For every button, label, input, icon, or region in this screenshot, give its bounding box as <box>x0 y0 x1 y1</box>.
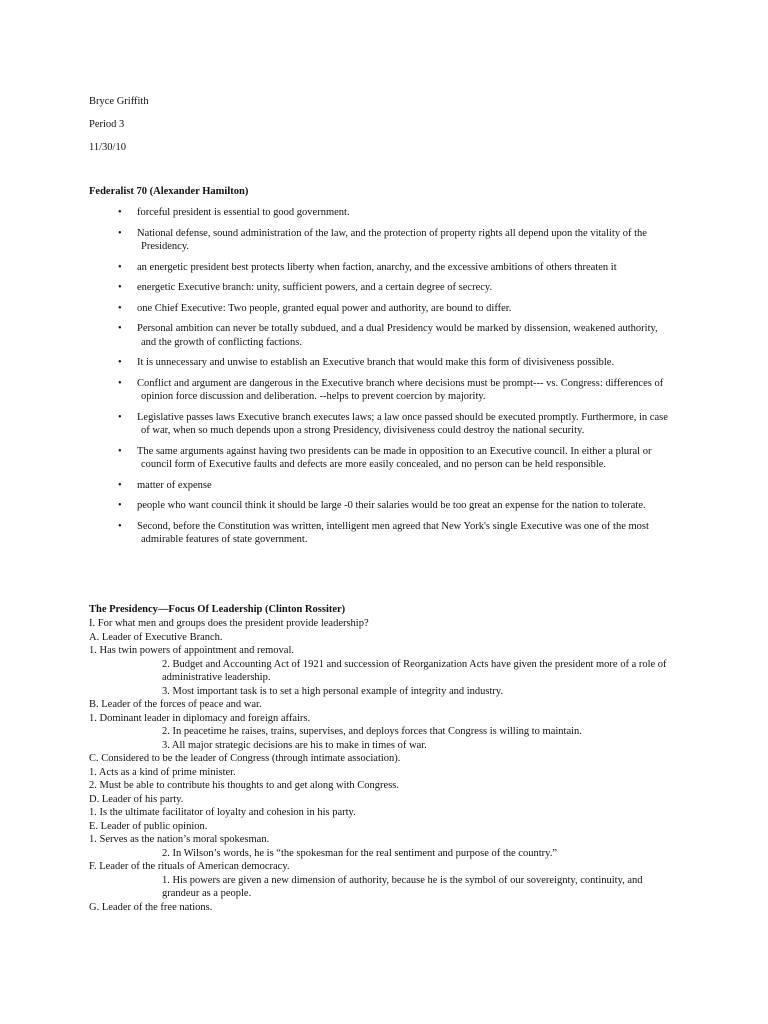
section-title-federalist-70: Federalist 70 (Alexander Hamilton) <box>89 186 249 197</box>
list-item: • Personal ambition can never be totally subdued, and a dual Presidency would be marked by dissension, weakened authority, and the growth of conflicting factions. <box>118 323 658 348</box>
class-period: Period 3 <box>89 119 125 130</box>
bullet-icon: • <box>118 411 122 423</box>
outline-line: 1. His powers are given a new dimension of authority, because he is the symbol of our sovereignty, continuity, and grandeur as a people. <box>162 874 643 899</box>
list-item: • matter of expense <box>118 479 212 491</box>
bullet-icon: • <box>118 445 122 457</box>
outline-line: I. For what men and groups does the president provide leadership? <box>89 618 369 629</box>
outline-line: 3. All major strategic decisions are his to make in times of war. <box>162 739 427 751</box>
outline-line: 1. Dominant leader in diplomacy and foreign affairs. <box>89 712 311 724</box>
bullet-icon: • <box>118 377 122 389</box>
outline-line: 2. In peacetime he raises, trains, supervises, and deploys forces that Congress is willing to maintain. <box>162 726 582 737</box>
outline-line: 1. Is the ultimate facilitator of loyalty and cohesion in his party. <box>89 807 356 818</box>
bullet-icon: • <box>118 207 122 218</box>
bullet-icon: • <box>118 261 122 273</box>
federalist-bullet-list <box>0 206 768 554</box>
outline-line: 1. Has twin powers of appointment and removal. <box>89 645 294 656</box>
presidency-outline <box>0 617 768 914</box>
list-item: • an energetic president best protects liberty when faction, anarchy, and the excessive ambitions of others threaten it <box>118 261 617 273</box>
section-title-presidency: The Presidency—Focus Of Leadership (Clinton Rossiter) <box>89 604 346 615</box>
list-item: • Legislative passes laws Executive branch executes laws; a law once passed should be executed promptly. Furthermore, in case of war, when so much depends upon a strong Presidency, divisiveness could destroy the national security. <box>118 411 668 436</box>
outline-line: 1. Acts as a kind of prime minister. <box>89 766 236 778</box>
outline-line: 1. Serves as the nation’s moral spokesman. <box>89 834 270 845</box>
outline-line: 2. In Wilson’s words, he is “the spokesman for the real sentiment and purpose of the country.” <box>162 847 557 859</box>
list-item: • energetic Executive branch: unity, sufficient powers, and a certain degree of secrecy. <box>118 282 493 293</box>
list-item: • It is unnecessary and unwise to establish an Executive branch that would make this form of divisiveness possible. <box>118 357 615 368</box>
author-name: Bryce Griffith <box>89 96 149 107</box>
outline-line: B. Leader of the forces of peace and war. <box>89 699 262 710</box>
bullet-icon: • <box>118 479 122 491</box>
list-item: • Second, before the Constitution was written, intelligent men agreed that New York's single Executive was one of the most admirable features of state government. <box>118 520 649 545</box>
list-item: • forceful president is essential to good government. <box>118 207 350 218</box>
bullet-icon: • <box>118 282 122 293</box>
list-item: • National defense, sound administration of the law, and the protection of property rights all depend upon the vitality of the Presidency. <box>118 227 647 252</box>
bullet-icon: • <box>118 302 122 314</box>
list-item: • one Chief Executive: Two people, granted equal power and authority, are bound to differ. <box>118 302 512 314</box>
document-date: 11/30/10 <box>89 142 126 153</box>
outline-line: E. Leader of public opinion. <box>89 820 208 832</box>
outline-line: C. Considered to be the leader of Congress (through intimate association). <box>89 753 401 764</box>
list-item: • The same arguments against having two presidents can be made in opposition to an Executive council. In either a plural or council form of Executive faults and defects are more easily concealed, and no person can be held responsible. <box>118 445 652 470</box>
list-item: • people who want council think it should be large -0 their salaries would be too great an expense for the nation to tolerate. <box>118 500 646 511</box>
outline-line: G. Leader of the free nations. <box>89 901 213 913</box>
outline-line: 2. Budget and Accounting Act of 1921 and succession of Reorganization Acts have given the president more of a role of administrative leadership. <box>162 658 667 683</box>
bullet-icon: • <box>118 227 122 239</box>
bullet-icon: • <box>118 357 122 368</box>
outline-line: 2. Must be able to contribute his thoughts to and get along with Congress. <box>89 780 400 791</box>
outline-line: D. Leader of his party. <box>89 793 184 805</box>
list-item: • Conflict and argument are dangerous in the Executive branch where decisions must be prompt--- vs. Congress: differences of opinion force discussion and deliberation. --helps to prevent coercion by majority. <box>118 377 664 402</box>
outline-line: A. Leader of Executive Branch. <box>89 631 223 643</box>
bullet-icon: • <box>118 323 122 334</box>
outline-line: F. Leader of the rituals of American democracy. <box>89 861 290 872</box>
outline-line: 3. Most important task is to set a high personal example of integrity and industry. <box>162 685 504 697</box>
bullet-icon: • <box>118 500 122 511</box>
bullet-icon: • <box>118 520 122 532</box>
